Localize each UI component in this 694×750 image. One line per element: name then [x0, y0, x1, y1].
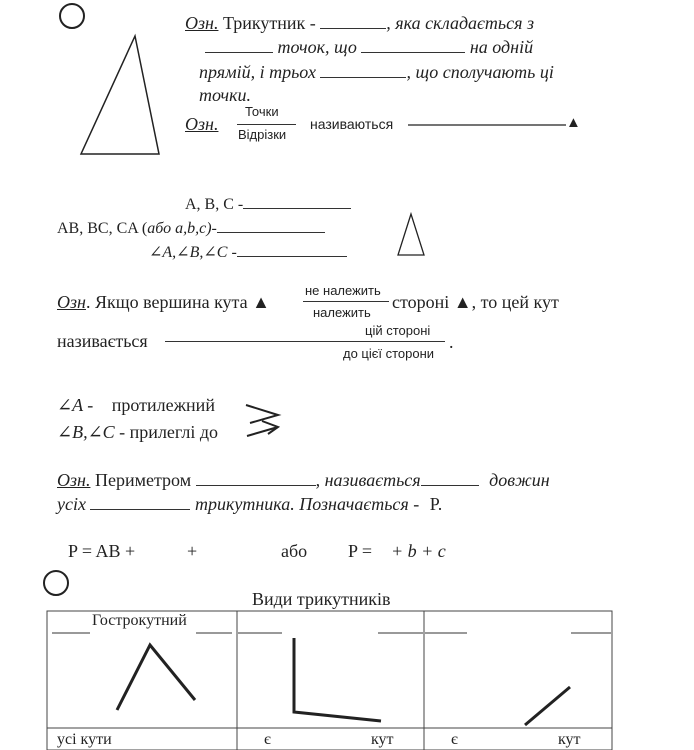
def3-period: .	[449, 332, 454, 352]
angle-adjacent-symbol: ∠B,∠C -	[57, 422, 126, 442]
formula-left: P = AB +	[68, 541, 136, 561]
def1-line1	[185, 13, 534, 34]
def1-text-points: точок, що	[277, 37, 357, 57]
def3-text-called: називається	[57, 331, 148, 351]
def1-blank-3[interactable]	[361, 38, 465, 53]
def4-text-perimeter: Периметром	[94, 470, 192, 490]
def1-line2	[205, 37, 533, 58]
def2-frac-top: Точки	[245, 104, 279, 119]
def3-frac1-bar	[303, 301, 389, 302]
sides-label: AB, BC, CA (	[57, 220, 148, 237]
table-title: Види трикутників	[252, 589, 391, 609]
angle-opposite-text: протилежний	[111, 395, 215, 415]
def1-text-on-one: на одній	[469, 37, 534, 57]
def1-blank-2[interactable]	[205, 38, 273, 53]
sides-blank[interactable]	[217, 218, 325, 233]
table-col2-footer-a: є	[264, 731, 271, 748]
angle-opposite-symbol: ∠A -	[57, 395, 94, 415]
angles-label: ∠A,∠B,∠C -	[149, 244, 237, 261]
def1-label: Озн.	[185, 13, 219, 33]
def4-blank-3[interactable]	[90, 495, 190, 510]
triangle-figure-small	[398, 214, 424, 255]
def4-text-lengths: довжин	[489, 470, 550, 490]
triangle-figure-large	[81, 36, 159, 154]
def2-frac-bottom: Відрізки	[238, 127, 287, 142]
def3-frac2-bottom: до цієї сторони	[343, 346, 435, 361]
def1-blank-1[interactable]	[320, 14, 386, 29]
def1-line3	[199, 62, 554, 83]
bullet-circle-2	[44, 571, 68, 595]
def3-label: Озн	[57, 292, 86, 312]
def4-line1	[57, 470, 550, 491]
vertices-label: A, B, C -	[185, 196, 244, 213]
table-col1-footer: усі кути	[57, 731, 112, 748]
arrow-icon-opposite	[246, 405, 278, 423]
right-angle-drawing	[294, 638, 381, 721]
def4-line2	[57, 494, 442, 515]
table-col3-footer-b: кут	[558, 731, 581, 748]
def4-text-p: P.	[429, 494, 443, 514]
def3-line1a	[57, 292, 270, 313]
def3-frac1-bottom: належить	[313, 305, 371, 320]
elements-sides	[57, 218, 325, 238]
table-col2-footer-b: кут	[371, 731, 394, 748]
angle-opposite-row	[57, 395, 215, 416]
def4-text-all: усіх	[57, 494, 86, 514]
def1-line4: точки.	[199, 85, 252, 105]
formula-or: або	[281, 541, 308, 561]
def4-text-called: , називається	[315, 470, 421, 490]
def1-text-line-three: прямій, і трьох	[199, 62, 316, 82]
def4-blank-1[interactable]	[196, 471, 316, 486]
def3-frac1-top: не належить	[305, 283, 381, 298]
table-col3-footer-a: є	[451, 731, 458, 748]
angle-adjacent-row	[57, 422, 218, 443]
def4-text-denoted: трикутника. Позначається -	[194, 494, 420, 514]
sides-label-alt: або a,b,c)-	[147, 220, 217, 237]
elements-vertices	[185, 194, 351, 214]
def2-triangle-icon: ▲	[566, 115, 581, 131]
def1-text-connect: , що сполучають ці	[406, 62, 554, 82]
def1-text-triangle: Трикутник -	[222, 13, 316, 33]
def3-text-side: стороні ▲, то цей кут	[392, 292, 559, 312]
def4-label: Озн.	[57, 470, 91, 490]
def4-blank-2[interactable]	[421, 471, 479, 486]
vertices-blank[interactable]	[243, 194, 351, 209]
def2-called: називаються	[310, 116, 394, 132]
def1-blank-4[interactable]	[320, 63, 406, 78]
def2-label: Озн.	[185, 114, 219, 134]
elements-angles	[149, 242, 347, 262]
def3-text-vertex: . Якщо вершина кута ▲	[85, 292, 270, 312]
formula-plus: +	[187, 541, 198, 561]
def3-frac2-bar	[165, 341, 445, 342]
angle-adjacent-text: прилеглі до	[129, 422, 219, 442]
formula-right-b: + b + c	[391, 541, 446, 561]
acute-angle-drawing	[117, 645, 195, 710]
def3-frac2-top: цій стороні	[365, 323, 431, 338]
obtuse-angle-drawing	[525, 687, 570, 725]
table-col1-header: Гострокутний	[92, 612, 187, 629]
def1-text-consists: , яка складається з	[386, 13, 534, 33]
formula-right-a: P =	[348, 541, 372, 561]
def2-frac-bar	[237, 124, 296, 125]
angles-blank[interactable]	[237, 242, 347, 257]
bullet-circle-1	[60, 4, 84, 28]
